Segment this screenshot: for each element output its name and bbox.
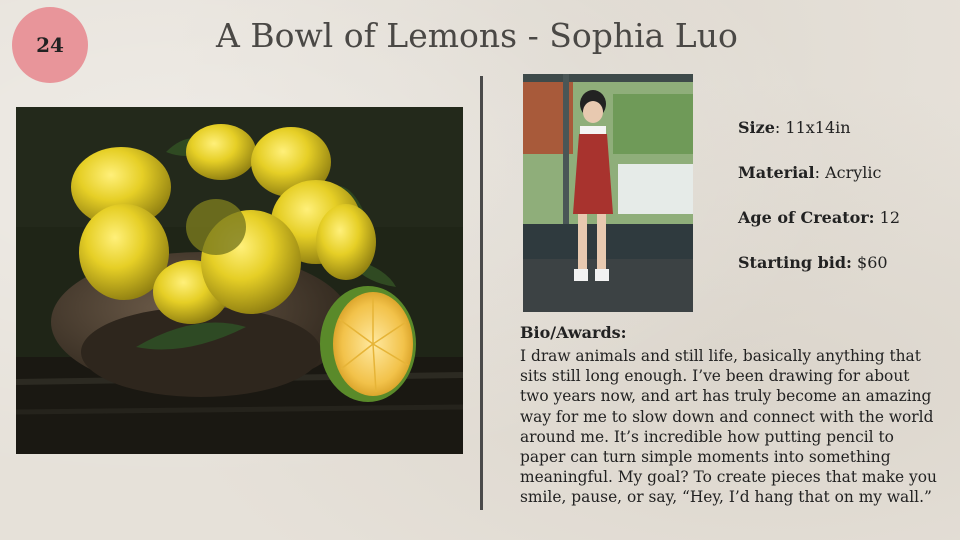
artist-photo (523, 74, 693, 312)
starting-bid-label: Starting bid: (738, 253, 852, 272)
age-label: Age of Creator: (738, 208, 875, 227)
vertical-divider (480, 76, 483, 510)
lot-number: 24 (36, 33, 64, 57)
size-spec (738, 118, 851, 137)
artwork-painting-image (16, 107, 463, 454)
age-spec (738, 208, 900, 227)
size-label: Size (738, 118, 775, 137)
lot-number-badge (12, 7, 88, 83)
lemons-painting-svg (16, 107, 463, 454)
material-value: : Acrylic (814, 163, 882, 182)
bio-heading: Bio/Awards: (520, 323, 627, 342)
starting-bid-value: $60 (851, 253, 888, 272)
artist-photo-svg (523, 74, 693, 312)
material-label: Material (738, 163, 815, 182)
artwork-title: A Bowl of Lemons - Sophia Luo (216, 16, 738, 55)
material-spec (738, 163, 881, 182)
age-value: 12 (874, 208, 901, 227)
size-value: : 11x14in (774, 118, 851, 137)
starting-bid-spec (738, 253, 888, 272)
bio-text: I draw animals and still life, basically anything that sits still long enough. I’ve been drawing for about two years now, and art has truly become an amazing way for me to slow down and connect with the world around me. It’s incredible how putting pencil to paper can turn simple moments into something meaningful. My goal? To create pieces that make you smile, pause, or say, “Hey, I’d hang that on my wall.” (520, 347, 937, 507)
